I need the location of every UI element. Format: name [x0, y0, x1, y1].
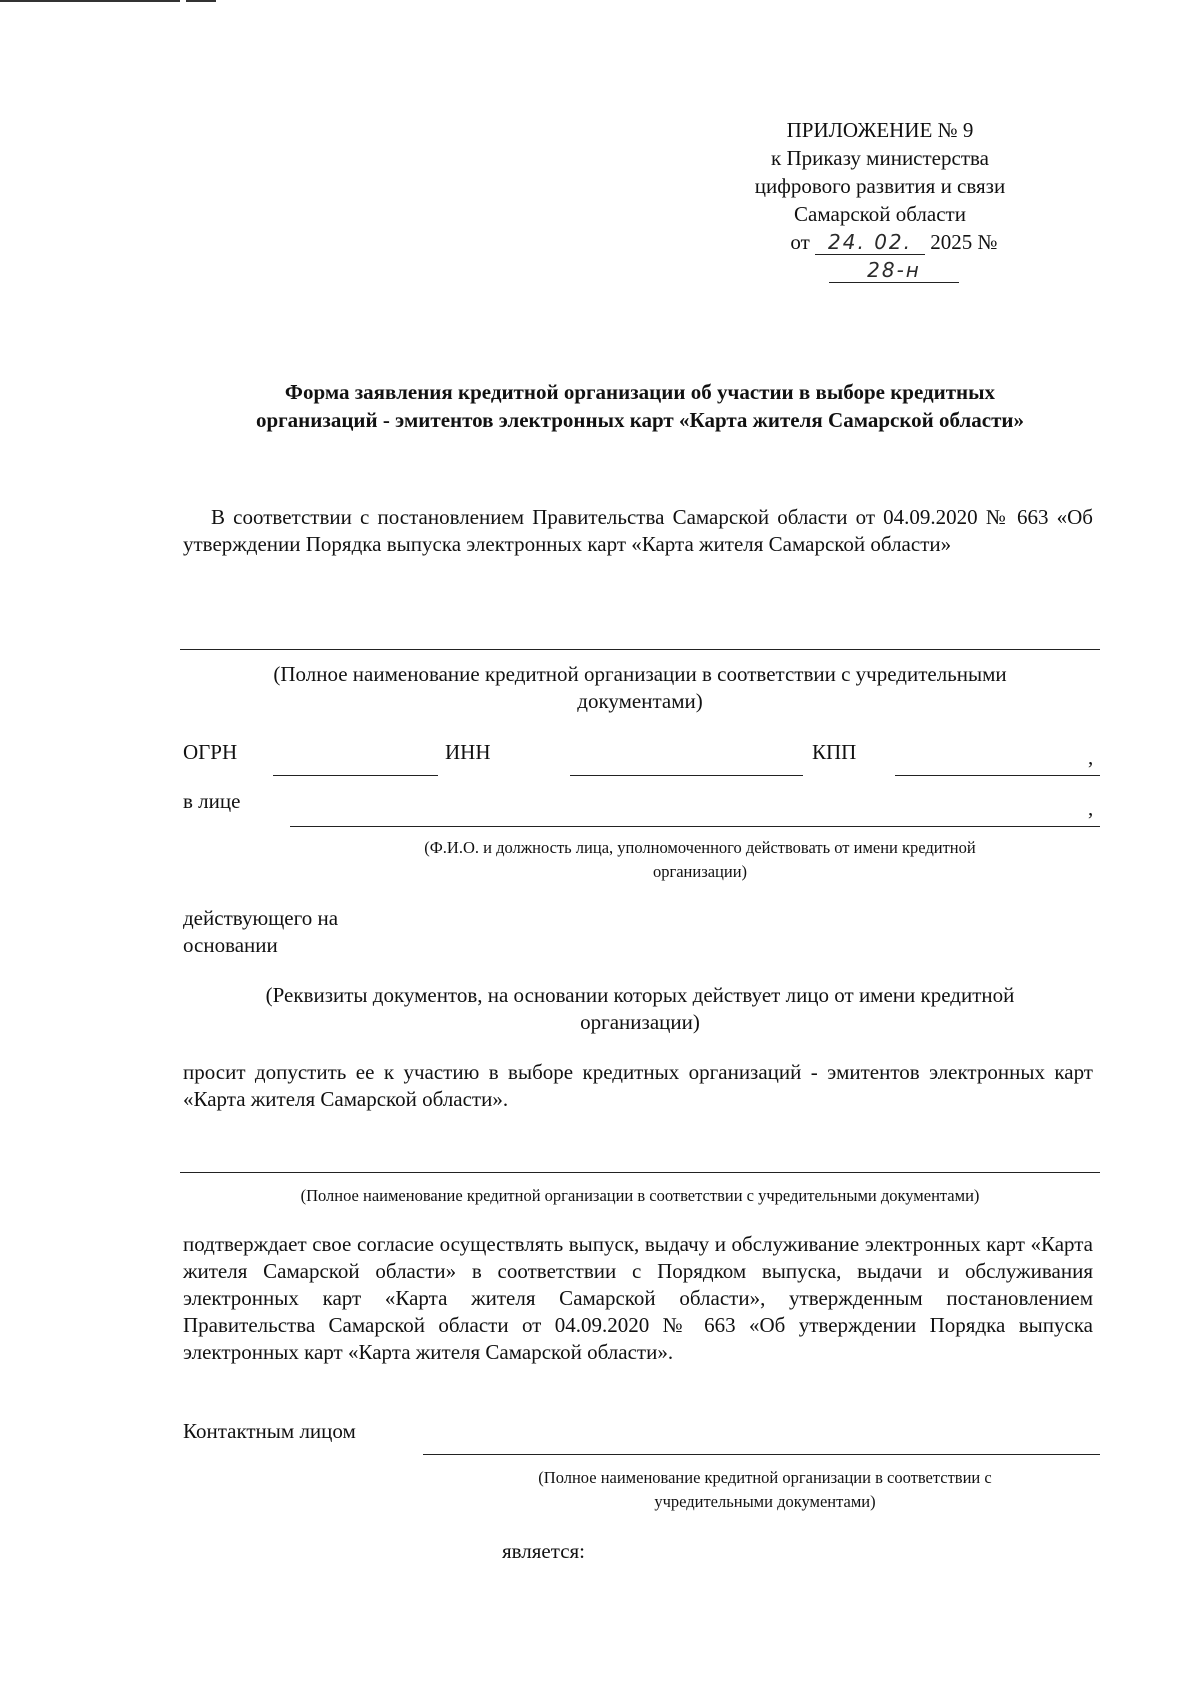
caption-line: (Полное наименование кредитной организации в соответствии с учредительными: [273, 662, 1007, 686]
intro-paragraph: В соответствии с постановлением Правительства Самарской области от 04.09.2020 № 663 «Об утверждении Порядка выпуска электронных карт «Карта жителя Самарской области»: [183, 505, 1093, 556]
scan-edge-mark: [0, 0, 180, 2]
acting-basis-label: [183, 905, 338, 959]
request-paragraph: просит допустить ее к участию в выборе кредитных организаций - эмитентов электронных карт «Карта жителя Самарской области».: [183, 1060, 1093, 1111]
comma: ,: [1088, 796, 1094, 820]
acting-basis-line: действующего на: [183, 906, 339, 930]
acting-basis-line: основании: [183, 933, 278, 957]
caption-line: организации): [580, 1010, 700, 1034]
consent-paragraph: подтверждает свое согласие осуществлять выпуск, выдачу и обслуживание электронных карт «Карта жителя Самарской области» в соответствии с Порядком выпуска, выдачи и обслуживания электронных карт «Карта жителя Самарской области», утвержденным постановлением Правительства Самарской области от 04.09.2020 № 663 «Об утверждении Порядка выпуска электронных карт «Карта жителя Самарской области».: [183, 1232, 1093, 1364]
person-caption: [330, 836, 1070, 884]
org-name-blank-line-2[interactable]: [180, 1172, 1100, 1173]
ogrn-blank-line[interactable]: [273, 775, 438, 776]
org-name-blank-line[interactable]: [180, 649, 1100, 650]
docs-caption: [180, 982, 1100, 1036]
appendix-header: [700, 116, 1060, 284]
handwritten-order-number: 28-н: [829, 258, 959, 283]
org-name-caption: [180, 661, 1100, 715]
caption-line: (Реквизиты документов, на основании которых действует лицо от имени кредитной: [265, 983, 1015, 1007]
form-title-line: Форма заявления кредитной организации об участии в выборе кредитных: [284, 380, 996, 404]
appendix-date-line: [728, 228, 1060, 284]
contact-is-label: является:: [502, 1539, 586, 1563]
caption-line: организации): [652, 862, 748, 881]
inn-blank-line[interactable]: [570, 775, 803, 776]
form-title: [180, 378, 1100, 434]
org-name-caption-small: (Полное наименование кредитной организации в соответствии с учредительными документами): [300, 1186, 980, 1205]
kpp-blank-line[interactable]: [895, 775, 1100, 776]
person-blank-line[interactable]: [290, 826, 1100, 827]
contact-blank-line[interactable]: [423, 1454, 1100, 1455]
caption-line: (Полное наименование кредитной организации в соответствии с: [538, 1468, 992, 1487]
appendix-title: ПРИЛОЖЕНИЕ № 9: [786, 118, 974, 142]
appendix-line: к Приказу министерства: [771, 146, 989, 170]
contact-caption: [430, 1466, 1100, 1514]
caption-line: учредительными документами): [654, 1492, 876, 1511]
year-number-label: 2025 №: [930, 230, 998, 254]
in-person-label: в лице: [183, 789, 241, 813]
kpp-label: КПП: [812, 740, 857, 764]
inn-label: ИНН: [445, 740, 491, 764]
caption-line: документами): [577, 689, 703, 713]
scan-edge-mark: [186, 0, 216, 2]
contact-label: Контактным лицом: [183, 1419, 356, 1443]
caption-line: (Ф.И.О. и должность лица, уполномоченного действовать от имени кредитной: [424, 838, 976, 857]
appendix-line: Самарской области: [794, 202, 966, 226]
appendix-line: цифрового развития и связи: [754, 174, 1006, 198]
form-title-line: организаций - эмитентов электронных карт «Карта жителя Самарской области»: [255, 408, 1025, 432]
date-prefix: от: [790, 230, 810, 254]
comma: ,: [1088, 745, 1094, 769]
handwritten-date: 24. 02.: [815, 230, 925, 255]
ogrn-label: ОГРН: [183, 740, 238, 764]
